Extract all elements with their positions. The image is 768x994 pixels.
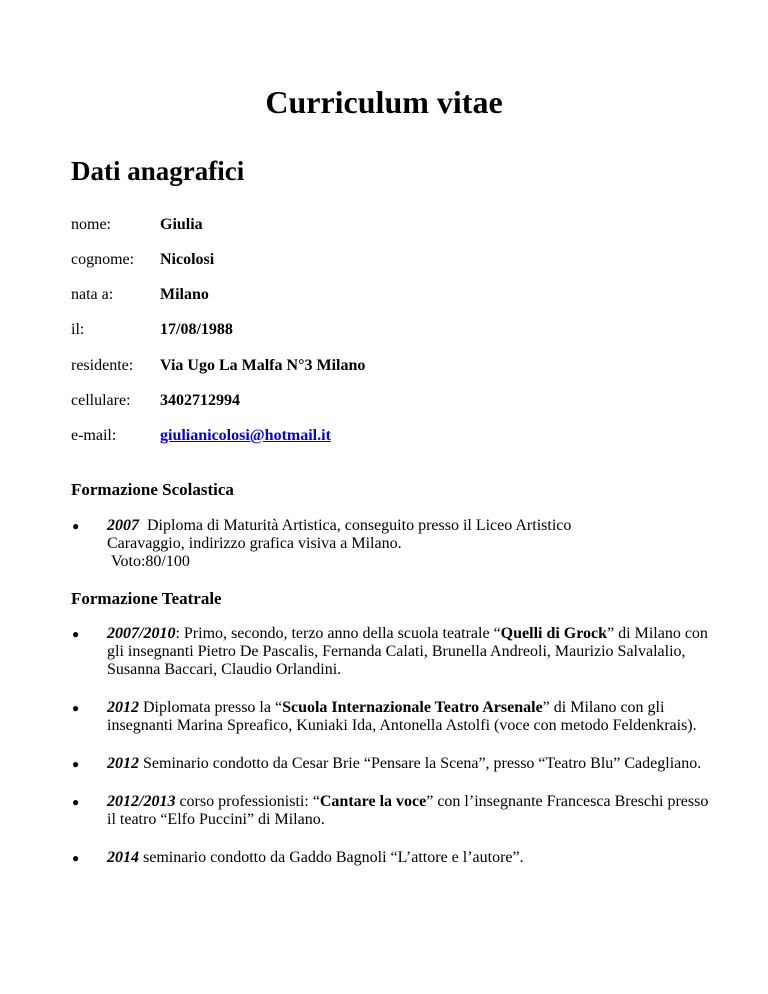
item-year: 2014 [107, 849, 139, 866]
field-value: Giulia [160, 216, 203, 233]
item-text: ” di Milano con gli insegnanti Marina Spreafico, Kuniaki Ida, Antonella Astolfi (voce con metodo Feldenkrais). [107, 699, 697, 734]
item-highlight: Quelli di Grock [500, 625, 608, 642]
item-text: ” di Milano con gli insegnanti Pietro De Pascalis, Fernanda Calati, Brunella Andreoli, Maurizio Salvalalio, Susanna Baccari, Claudio Orlandini. [107, 625, 708, 678]
field-label: cellulare: [71, 392, 131, 409]
item-text: ” con l’insegnante Francesca Breschi presso il teatro “Elfo Puccini” di Milano. [107, 793, 709, 828]
item-year: 2012/2013 [107, 793, 176, 810]
item-year: 2012 [107, 755, 139, 772]
field-label: cognome: [71, 251, 135, 268]
item-text: seminario condotto da Gaddo Bagnoli “L’attore e l’autore”. [139, 849, 524, 866]
list-item [71, 699, 711, 735]
item-year: 2007 [107, 517, 139, 534]
item-highlight: Scuola Internazionale Teatro Arsenale [282, 699, 543, 716]
school-list [71, 517, 711, 571]
email-link[interactable]: giulianicolosi@hotmail.it [160, 427, 331, 444]
bullet-icon: ● [72, 701, 80, 715]
item-text: Caravaggio, indirizzo grafica visiva a Milano. [107, 535, 402, 552]
list-item [71, 849, 711, 867]
field-value: Nicolosi [160, 251, 215, 268]
item-text: : Primo, secondo, terzo anno della scuola teatrale “ [175, 625, 501, 642]
list-item [71, 793, 711, 829]
bullet-icon: ● [72, 795, 80, 809]
item-text: Voto:80/100 [111, 553, 190, 570]
section-heading-school: Formazione Scolastica [71, 480, 234, 499]
bullet-icon: ● [72, 519, 80, 533]
item-text: Diplomata presso la “ [139, 699, 283, 716]
field-value: Milano [160, 286, 209, 303]
item-highlight: Cantare la voce [319, 793, 427, 810]
theatre-list [71, 625, 711, 867]
item-year: 2012 [107, 699, 139, 716]
field-label: nome: [71, 216, 111, 233]
document-title: Curriculum vitae [265, 84, 503, 120]
field-label: il: [71, 321, 85, 338]
list-item [71, 517, 711, 571]
field-label: residente: [71, 357, 134, 374]
list-item [71, 755, 711, 773]
section-heading-personal: Dati anagrafici [71, 156, 245, 186]
section-heading-theatre: Formazione Teatrale [71, 589, 222, 608]
bullet-icon: ● [72, 757, 80, 771]
email-value [160, 427, 331, 445]
field-label: e-mail: [71, 427, 117, 444]
list-item [71, 625, 711, 679]
field-value: 17/08/1988 [160, 321, 233, 338]
field-value: Via Ugo La Malfa N°3 Milano [160, 357, 366, 374]
bullet-icon: ● [72, 851, 80, 865]
item-text: Diploma di Maturità Artistica, conseguito presso il Liceo Artistico [147, 517, 572, 534]
item-text: Seminario condotto da Cesar Brie “Pensare la Scena”, presso “Teatro Blu” Cadegliano. [139, 755, 702, 772]
item-year: 2007/2010 [107, 625, 176, 642]
field-value: 3402712994 [160, 392, 240, 409]
bullet-icon: ● [72, 627, 80, 641]
item-text: corso professionisti: “ [175, 793, 320, 810]
field-label: nata a: [71, 286, 114, 303]
